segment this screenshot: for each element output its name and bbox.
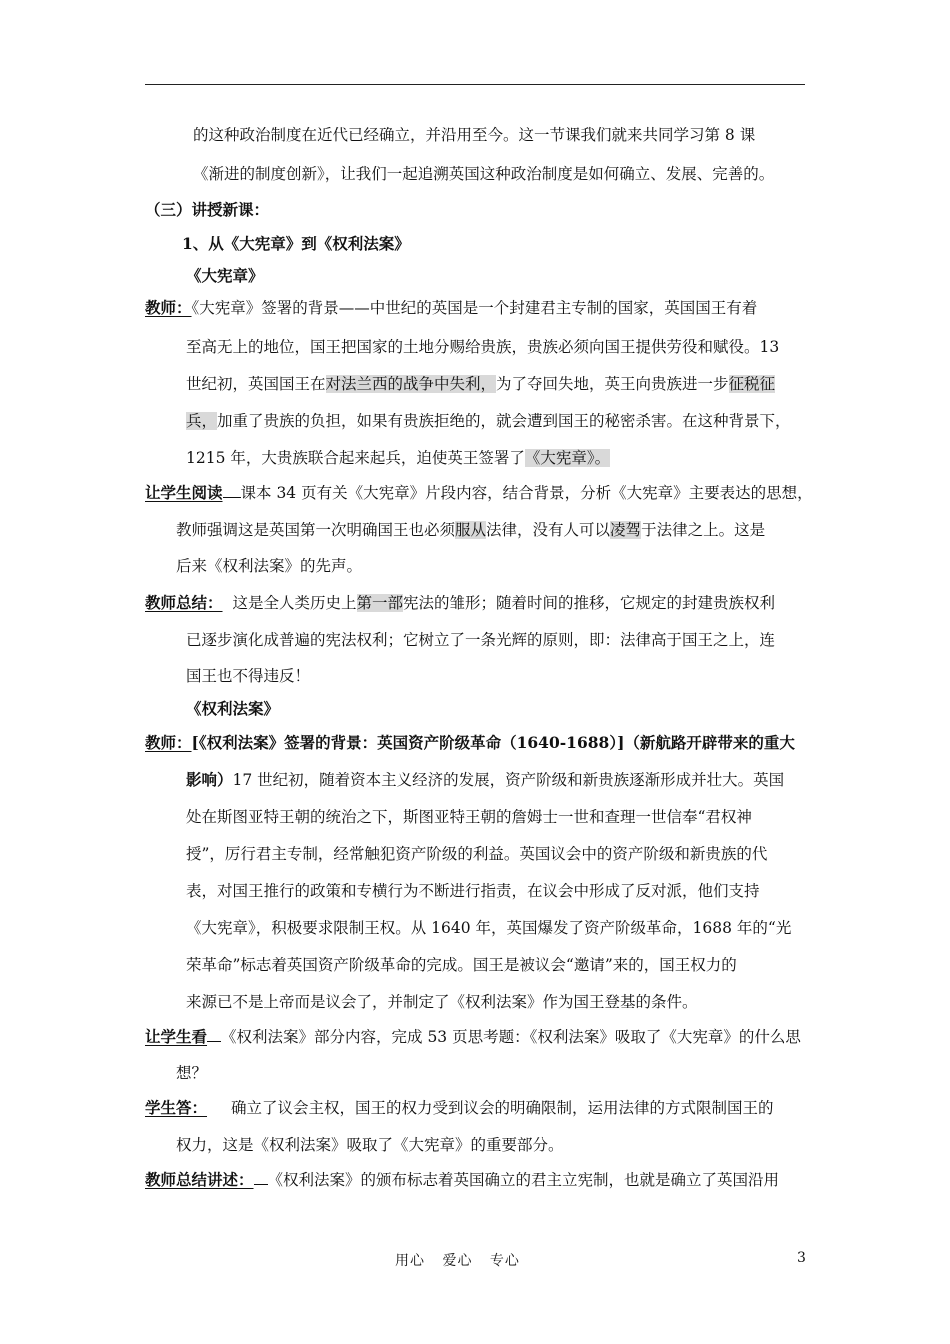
paragraph-teacher-1: 教师：《大宪章》签署的背景——中世纪的英国是一个封建君主专制的国家，英国国王有着 [145,298,758,317]
text-line: 想？ [176,1064,208,1082]
speaker-label: 学生答： [145,1098,208,1117]
text-line: 已逐步演化成普遍的宪法权利；它树立了一条光辉的原则，即：法律高于国王之上，连 [186,631,776,649]
text-line: 兵，加重了贵族的负担，如果有贵族拒绝的，就会遭到国王的秘密杀害。在这种背景下， [186,412,791,430]
subsection-heading: 1、从《大宪章》到《权利法案》 [182,234,410,253]
text-line: 荣革命”标志着英国资产阶级革命的完成。国王是被议会“邀请”来的，国王权力的 [186,956,737,974]
section-heading: （三）讲授新课： [145,200,270,219]
topic-heading-bill-of-rights: 《权利法案》 [186,699,280,718]
paragraph-teacher-2: 教师：[《权利法案》签署的背景：英国资产阶级革命（1640-1688）]（新航路开辟带来的重大 [145,733,795,752]
highlight: 兵， [186,412,218,430]
text-line: 1215 年，大贵族联合起来起兵，迫使英王签署了《大宪章》。 [186,449,611,467]
text-line: 表，对国王推行的政策和专横行为不断进行指责，在议会中形成了反对派，他们支持 [186,882,760,900]
footer-motto: 用心 爱心 专心 [395,1253,520,1269]
speaker-label: 教师： [145,298,192,317]
text-line: 教师强调这是英国第一次明确国王也必须服从法律，没有人可以凌驾于法律之上。这是 [176,521,766,539]
text-line: 世纪初，英国国王在对法兰西的战争中失利，为了夺回失地，英王向贵族进一步征税征 [186,375,776,393]
text-line: 至高无上的地位，国王把国家的土地分赐给贵族，贵族必须向国王提供劳役和赋役。13 [186,338,780,356]
highlight: 征税征 [728,375,776,393]
paragraph-summary-2: 教师总结讲述： 《权利法案》的颁布标志着英国确立的君主立宪制，也就是确立了英国沿用 [145,1170,780,1189]
text-line: 来源已不是上帝而是议会了，并制定了《权利法案》作为国王登基的条件。 [186,993,698,1011]
highlight: 服从 [455,521,487,539]
speaker-label: 教师总结： [145,593,223,612]
speaker-label: 教师： [145,733,192,752]
text-line: 《渐进的制度创新》，让我们一起追溯英国这种政治制度是如何确立、发展、完善的。 [193,165,775,183]
page-number: 3 [797,1250,806,1266]
speaker-label: 教师总结讲述： [145,1170,254,1189]
highlight: 第一部 [356,594,404,612]
text-line: 国王也不得违反！ [186,667,311,685]
text-line: 影响）17 世纪初，随着资本主义经济的发展，资产阶级和新贵族逐渐形成并壮大。英国 [186,770,785,789]
highlight: 对法兰西的战争中失利， [325,375,497,393]
text-line: 权力，这是《权利法案》吸取了《大宪章》的重要部分。 [176,1136,564,1154]
paragraph-summary-1: 教师总结： 这是全人类历史上第一部宪法的雏形；随着时间的推移，它规定的封建贵族权利 [145,593,776,612]
text-line: 处在斯图亚特王朝的统治之下，斯图亚特王朝的詹姆士一世和查理一世信奉“君权神 [186,808,752,826]
paragraph-read-2: 让学生看 《权利法案》部分内容，完成 53 页思考题：《权利法案》吸取了《大宪章》的什么思 [145,1027,801,1046]
highlight: 《大宪章》。 [524,449,611,467]
paragraph-read-1: 让学生阅读 课本 34 页有关《大宪章》片段内容，结合背景，分析《大宪章》主要表达的思想， [145,483,813,502]
header-rule [145,84,805,85]
text-line: 后来《权利法案》的先声。 [176,557,363,575]
highlight: 凌驾 [610,521,642,539]
text-line: 《大宪章》，积极要求限制王权。从 1640 年，英国爆发了资产阶级革命，1688 年的“光 [186,919,792,937]
paragraph-answer: 学生答： 确立了议会主权，国王的权力受到议会的明确限制，运用法律的方式限制国王的 [145,1098,774,1117]
text-line: 授”，厉行君主专制，经常触犯资产阶级的利益。英国议会中的资产阶级和新贵族的代 [186,845,768,863]
speaker-label: 让学生看 [145,1027,208,1046]
speaker-label: 让学生阅读 [145,483,223,502]
text-line: 的这种政治制度在近代已经确立，并沿用至今。这一节课我们就来共同学习第 8 课 [193,126,756,144]
topic-heading-magna-carta: 《大宪章》 [186,266,264,285]
